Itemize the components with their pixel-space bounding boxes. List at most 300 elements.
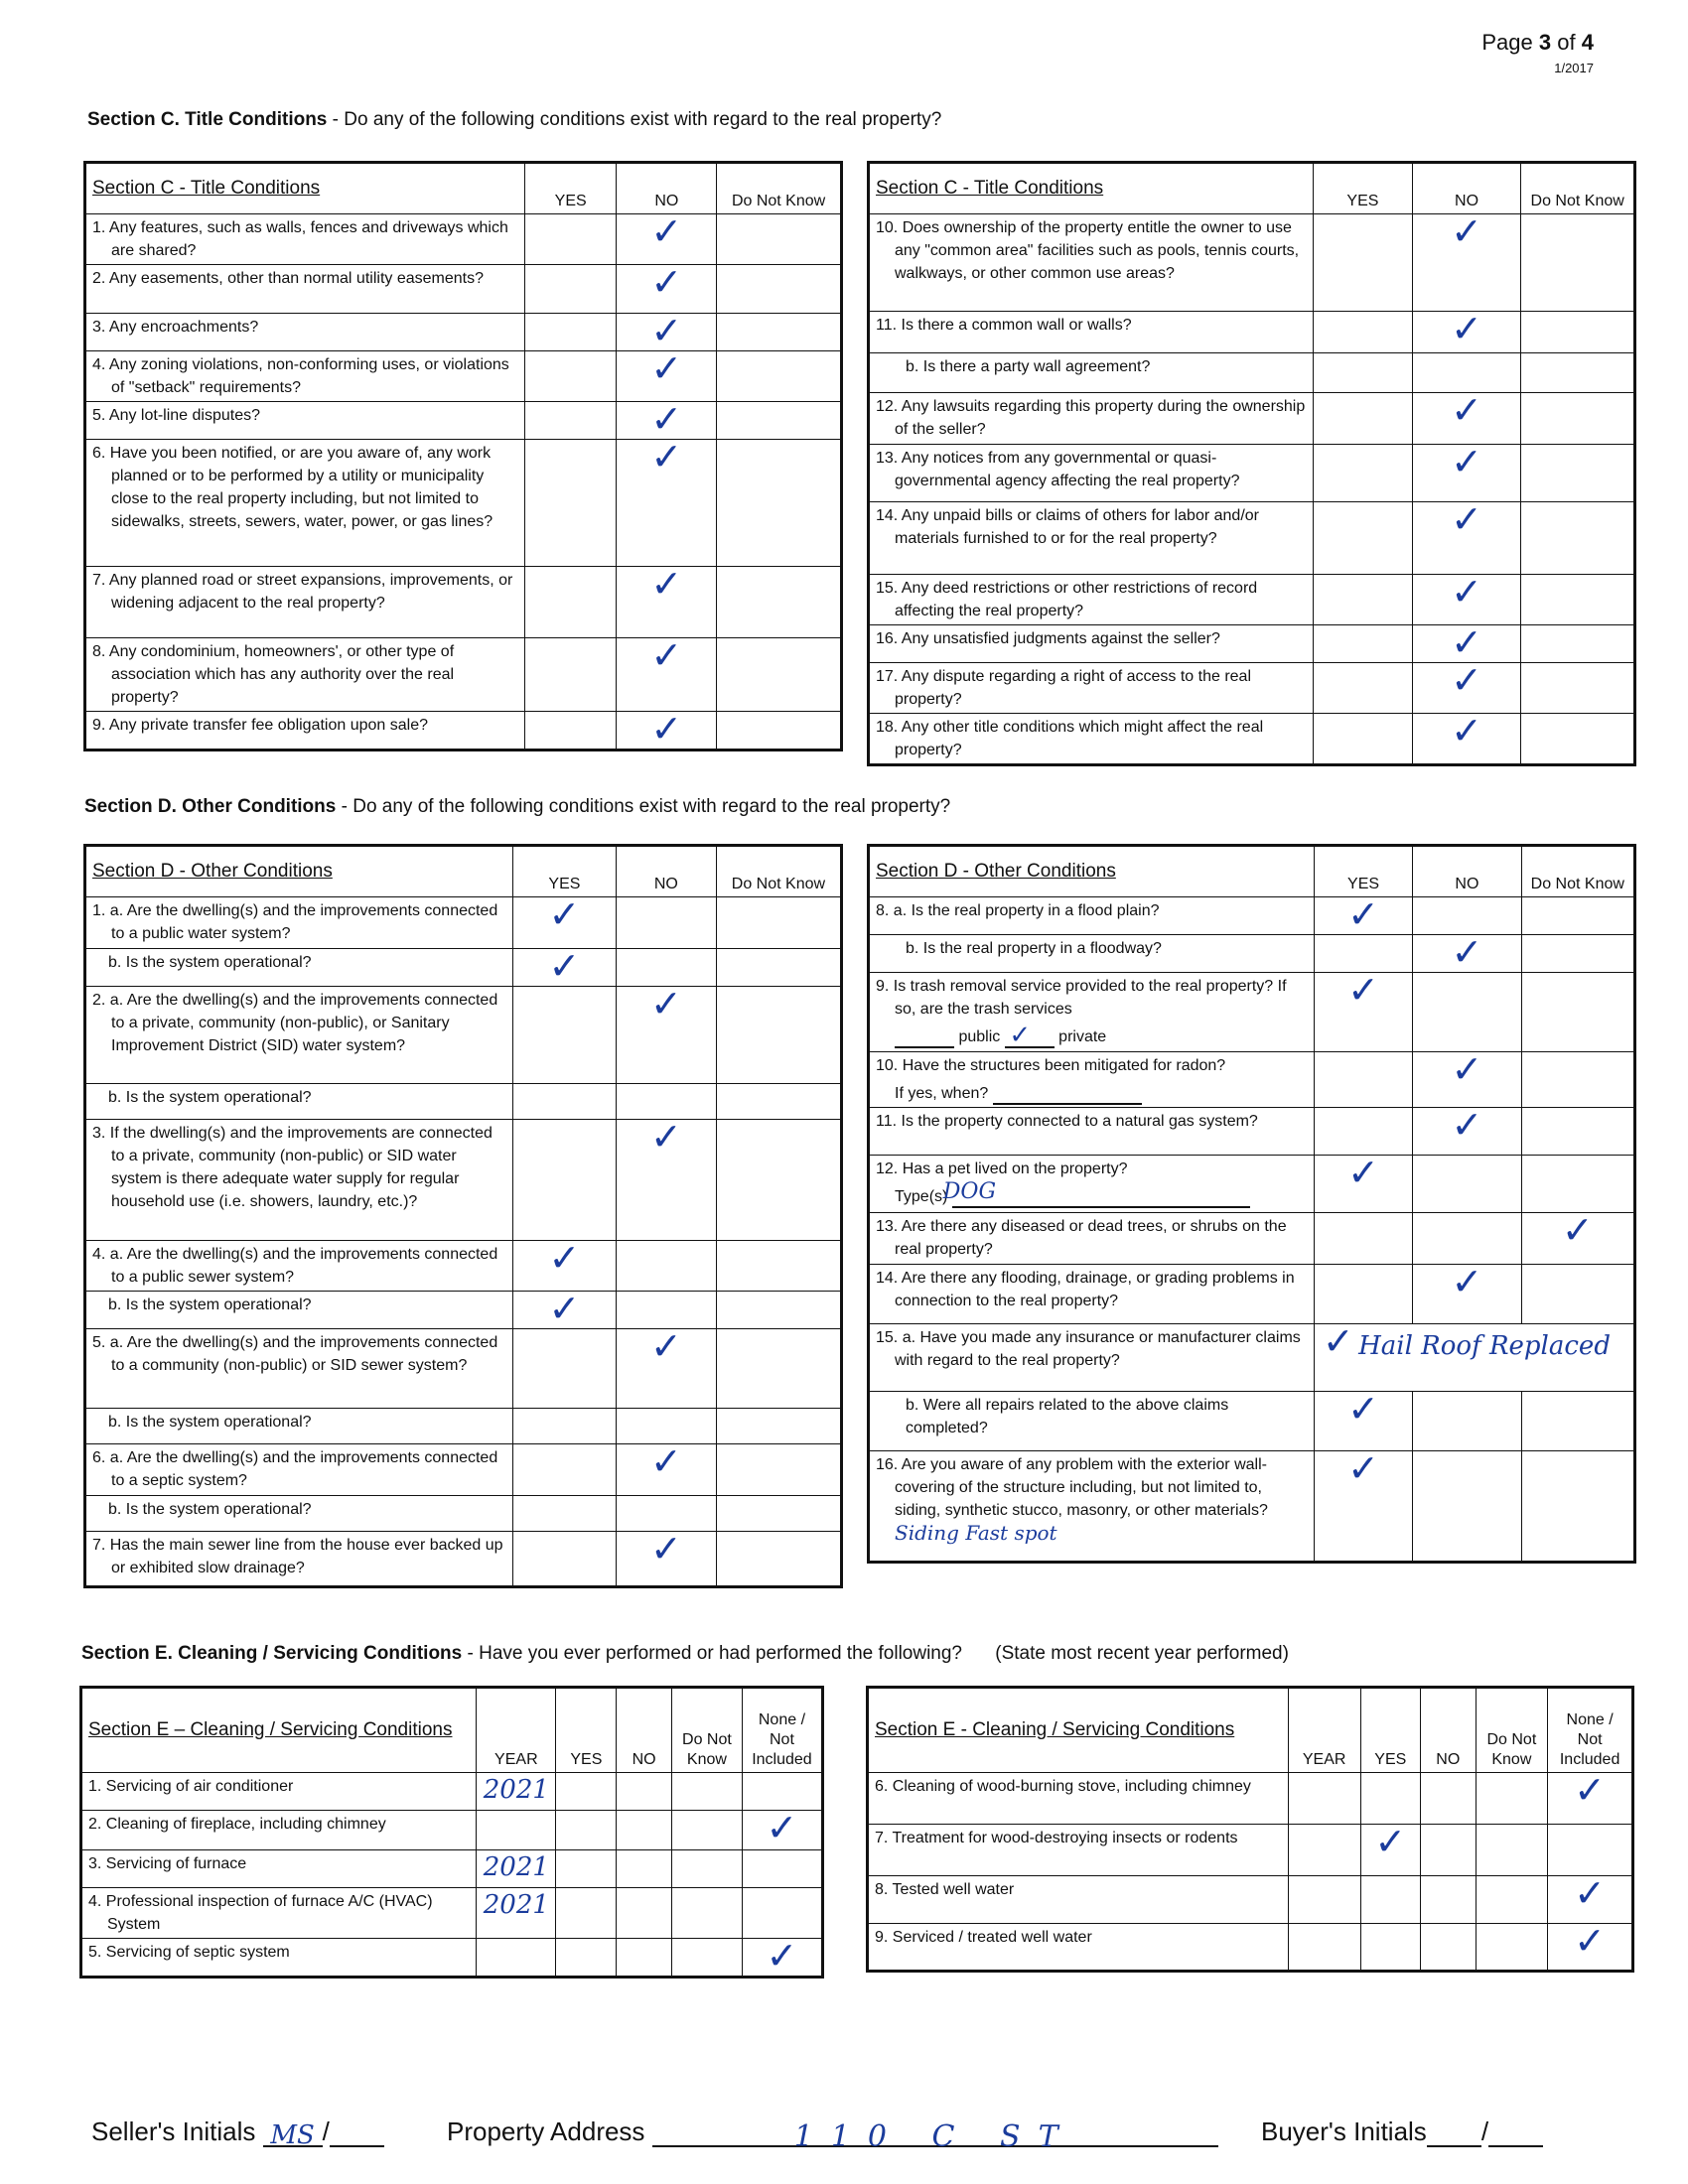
question-e7: 7. Treatment for wood-destroying insects or rodents	[868, 1825, 1289, 1876]
trash-private-blank[interactable]	[1005, 1021, 1055, 1048]
e3-yes[interactable]	[556, 1850, 617, 1888]
check-icon: ✓	[1347, 1151, 1379, 1194]
e8-none[interactable]	[1548, 1871, 1633, 1924]
d16-yes[interactable]	[1314, 1446, 1412, 1563]
c9-dnk[interactable]	[717, 712, 842, 751]
c1-dnk[interactable]	[717, 214, 842, 265]
question-d15b: b. Were all repairs related to the above claims completed?	[869, 1392, 1315, 1451]
question-d2b: b. Is the system operational?	[85, 1084, 513, 1120]
d14-dnk[interactable]	[1521, 1265, 1634, 1324]
d4a-dnk[interactable]	[716, 1241, 841, 1292]
d15b-no[interactable]	[1413, 1392, 1521, 1451]
page-current: 3	[1538, 30, 1552, 55]
seller-initials-value: MS	[270, 2120, 315, 2150]
c7-no[interactable]	[617, 562, 717, 638]
question-e3: 3. Servicing of furnace	[81, 1850, 477, 1888]
c12-no[interactable]	[1412, 388, 1521, 445]
c10-yes[interactable]	[1314, 214, 1413, 312]
question-d9: 9. Is trash removal service provided to the real property? If so, are the trash services public ✓ private	[869, 973, 1315, 1052]
c11b-dnk[interactable]	[1521, 353, 1635, 393]
year-value: 2021	[483, 1852, 549, 1882]
check-icon: ✓	[650, 309, 683, 352]
check-icon: ✓	[1451, 440, 1482, 483]
c4-yes[interactable]	[524, 351, 617, 402]
d2a-dnk[interactable]	[716, 987, 841, 1084]
question-d7: 7. Has the main sewer line from the house ever backed up or exhibited slow drainage?	[85, 1532, 513, 1587]
check-icon: ✓	[1347, 1446, 1379, 1490]
col-no: NO	[616, 846, 716, 897]
e4-none[interactable]	[742, 1888, 822, 1939]
check-icon: ✓	[1347, 968, 1379, 1012]
pet-type-answer: DOG	[942, 1179, 997, 1204]
c8-no[interactable]	[617, 633, 717, 712]
e2-dnk[interactable]	[671, 1811, 742, 1850]
e8-year[interactable]	[1288, 1876, 1360, 1924]
d16-no[interactable]	[1413, 1451, 1521, 1563]
c16-yes[interactable]	[1314, 625, 1413, 663]
d7-yes[interactable]	[512, 1532, 616, 1587]
d5b-yes[interactable]	[512, 1409, 616, 1444]
col-yes: YES	[556, 1688, 617, 1773]
col-no: NO	[617, 163, 717, 214]
question-e5: 5. Servicing of septic system	[81, 1939, 477, 1978]
e6-year[interactable]	[1288, 1773, 1360, 1825]
c6-dnk[interactable]	[717, 440, 842, 567]
c14-no[interactable]	[1412, 497, 1521, 575]
check-icon: ✓	[650, 435, 683, 478]
check-icon: ✓	[548, 944, 581, 988]
check-icon: ✓	[1347, 892, 1379, 936]
e6-none[interactable]	[1548, 1768, 1633, 1825]
seller-initials-field[interactable]	[263, 2119, 323, 2150]
question-c9: 9. Any private transfer fee obligation upon sale?	[85, 712, 525, 751]
seller-initials: Seller's Initials MS /	[91, 2116, 384, 2147]
section-e-title: Section E – Cleaning / Servicing Conditions	[81, 1688, 477, 1773]
e1-yes[interactable]	[556, 1773, 617, 1811]
section-e-left-table	[79, 1686, 824, 1979]
c5-no[interactable]	[617, 397, 717, 441]
d11-yes[interactable]	[1314, 1108, 1412, 1156]
property-address-value: 110 C ST	[793, 2119, 1076, 2154]
check-icon: ✓	[650, 707, 683, 751]
d1b-yes[interactable]	[512, 944, 616, 988]
section-d-right-table	[867, 844, 1636, 1564]
col-yes: YES	[1314, 163, 1413, 214]
check-icon: ✓	[650, 633, 683, 677]
section-c-title-right: Section C - Title Conditions	[869, 163, 1314, 214]
d8a-no[interactable]	[1413, 897, 1521, 935]
d6b-yes[interactable]	[512, 1496, 616, 1532]
d6b-dnk[interactable]	[716, 1496, 841, 1532]
section-e-title-right: Section E - Cleaning / Servicing Conditions	[868, 1688, 1289, 1773]
question-e4: 4. Professional inspection of furnace A/C (HVAC) System	[81, 1888, 477, 1939]
d1a-yes[interactable]	[512, 892, 616, 949]
c4-no[interactable]	[617, 346, 717, 402]
check-icon: ✓	[649, 1439, 682, 1483]
d16-dnk[interactable]	[1521, 1451, 1634, 1563]
e3-no[interactable]	[617, 1850, 672, 1888]
check-icon: ✓	[1451, 709, 1482, 752]
d5a-no[interactable]	[616, 1324, 716, 1409]
d3-no[interactable]	[616, 1115, 716, 1241]
col-no: NO	[1421, 1688, 1477, 1773]
radon-date-blank[interactable]	[993, 1077, 1142, 1105]
d9-no[interactable]	[1413, 973, 1521, 1052]
question-c8: 8. Any condominium, homeowners', or other type of association which has any authority over the real property?	[85, 638, 525, 712]
col-none: None / Not Included	[742, 1688, 822, 1773]
d10-yes[interactable]	[1314, 1052, 1412, 1108]
e7-no[interactable]	[1421, 1825, 1477, 1876]
d14-no[interactable]	[1413, 1260, 1521, 1324]
e7-year[interactable]	[1288, 1825, 1360, 1876]
question-c4: 4. Any zoning violations, non-conforming uses, or violations of "setback" requirements?	[85, 351, 525, 402]
page-number: Page 3 of 4 1/2017	[1481, 30, 1594, 81]
question-d4b: b. Is the system operational?	[85, 1292, 513, 1329]
c15-no[interactable]	[1412, 570, 1521, 625]
check-icon: ✓	[649, 1115, 682, 1159]
e4-no[interactable]	[617, 1888, 672, 1939]
col-yes: YES	[1360, 1688, 1421, 1773]
section-d-left-table	[83, 844, 843, 1588]
d4a-yes[interactable]	[512, 1236, 616, 1292]
e3-dnk[interactable]	[671, 1850, 742, 1888]
d5b-dnk[interactable]	[716, 1409, 841, 1444]
col-do-not-know: Do Not Know	[716, 846, 841, 897]
question-d11: 11. Is the property connected to a natural gas system?	[869, 1108, 1315, 1156]
c17-no[interactable]	[1412, 658, 1521, 714]
question-d16: 16. Are you aware of any problem with the exterior wall-covering of the structure including, but not limited to, siding, synthetic stucco, masonry, or other materials? Siding Fast spot	[869, 1451, 1315, 1563]
check-icon: ✓	[766, 1934, 798, 1978]
d6a-no[interactable]	[616, 1439, 716, 1496]
c13-dnk[interactable]	[1521, 445, 1635, 502]
check-icon: ✓	[1451, 307, 1482, 350]
check-icon: ✓	[649, 1527, 682, 1570]
c6-no[interactable]	[617, 435, 717, 567]
check-icon: ✓	[1374, 1820, 1407, 1863]
e7-none[interactable]	[1548, 1825, 1633, 1876]
e8-no[interactable]	[1421, 1876, 1477, 1924]
check-icon: ✓	[548, 892, 581, 936]
section-c-heading: Section C. Title Conditions - Do any of the following conditions exist with regard to the real property?	[87, 109, 942, 130]
check-icon: ✓	[649, 1324, 682, 1368]
d5a-dnk[interactable]	[716, 1329, 841, 1409]
e3-year[interactable]	[477, 1850, 556, 1888]
question-c11b: b. Is there a party wall agreement?	[869, 353, 1314, 393]
question-c3: 3. Any encroachments?	[85, 314, 525, 351]
c11-yes[interactable]	[1314, 312, 1413, 353]
question-c1: 1. Any features, such as walls, fences and driveways which are shared?	[85, 214, 525, 265]
c10-dnk[interactable]	[1521, 214, 1635, 312]
c2-yes[interactable]	[524, 265, 617, 314]
d14-yes[interactable]	[1314, 1265, 1412, 1324]
c14-yes[interactable]	[1314, 502, 1413, 575]
check-icon: ✓	[1451, 209, 1482, 253]
d6a-dnk[interactable]	[716, 1444, 841, 1496]
e5-no[interactable]	[617, 1939, 672, 1978]
c13-yes[interactable]	[1314, 445, 1413, 502]
question-c17: 17. Any dispute regarding a right of access to the real property?	[869, 663, 1314, 714]
e1-none[interactable]	[742, 1773, 822, 1811]
c5-yes[interactable]	[524, 402, 617, 440]
e9-yes[interactable]	[1360, 1924, 1421, 1972]
e9-year[interactable]	[1288, 1924, 1360, 1972]
c15-yes[interactable]	[1314, 575, 1413, 625]
e5-yes[interactable]	[556, 1939, 617, 1978]
d4b-dnk[interactable]	[716, 1292, 841, 1329]
c11b-yes[interactable]	[1314, 353, 1413, 393]
buyer-initials-field[interactable]	[1427, 2119, 1481, 2147]
d12-yes[interactable]	[1314, 1151, 1412, 1213]
d4a-no[interactable]	[616, 1241, 716, 1292]
col-no: NO	[1412, 163, 1521, 214]
d7-dnk[interactable]	[716, 1532, 841, 1587]
col-do-not-know: Do Not Know	[717, 163, 842, 214]
e1-year[interactable]	[477, 1773, 556, 1811]
question-d13: 13. Are there any diseased or dead trees, or shrubs on the real property?	[869, 1213, 1315, 1265]
c12-dnk[interactable]	[1521, 393, 1635, 445]
e4-year[interactable]	[477, 1888, 556, 1939]
page-total: 4	[1581, 30, 1594, 55]
d1b-dnk[interactable]	[716, 949, 841, 987]
col-none: None / Not Included	[1548, 1688, 1633, 1773]
e4-yes[interactable]	[556, 1888, 617, 1939]
question-c12: 12. Any lawsuits regarding this property during the ownership of the seller?	[869, 393, 1314, 445]
question-d3: 3. If the dwelling(s) and the improvements are connected to a private, community (non-public) or SID water system is there adequate water supply for regular household use (i.e. showers, laundry, etc.)?	[85, 1120, 513, 1241]
c16-dnk[interactable]	[1521, 625, 1635, 663]
question-c2: 2. Any easements, other than normal utility easements?	[85, 265, 525, 314]
c16-no[interactable]	[1412, 620, 1521, 664]
d1a-dnk[interactable]	[716, 897, 841, 949]
d2a-no[interactable]	[616, 982, 716, 1084]
d15b-dnk[interactable]	[1521, 1392, 1634, 1451]
question-d6a: 6. a. Are the dwelling(s) and the improvements connected to a septic system?	[85, 1444, 513, 1496]
c2-no[interactable]	[617, 260, 717, 314]
d1b-no[interactable]	[616, 949, 716, 987]
c6-yes[interactable]	[524, 440, 617, 567]
c12-yes[interactable]	[1314, 393, 1413, 445]
c18-no[interactable]	[1412, 709, 1521, 765]
d4b-yes[interactable]	[512, 1287, 616, 1330]
check-icon: ✓	[1347, 1387, 1379, 1431]
question-d8b: b. Is the real property in a floodway?	[869, 935, 1315, 973]
e1-dnk[interactable]	[671, 1773, 742, 1811]
c10-no[interactable]	[1412, 209, 1521, 312]
c8-dnk[interactable]	[717, 638, 842, 712]
question-d8a: 8. a. Is the real property in a flood plain?	[869, 897, 1315, 935]
check-icon: ✓	[766, 1806, 798, 1849]
e7-yes[interactable]	[1360, 1820, 1421, 1876]
d6a-yes[interactable]	[512, 1444, 616, 1496]
question-d15a: 15. a. Have you made any insurance or manufacturer claims with regard to the real property?	[869, 1324, 1315, 1392]
check-icon: ✓	[1574, 1919, 1607, 1963]
col-year: YEAR	[477, 1688, 556, 1773]
c17-dnk[interactable]	[1521, 663, 1635, 714]
question-d12: 12. Has a pet lived on the property? Type(s) DOG	[869, 1156, 1315, 1213]
e8-dnk[interactable]	[1476, 1876, 1548, 1924]
section-e-heading: Section E. Cleaning / Servicing Conditions - Have you ever performed or had performed the following? (State most recent year performed)	[81, 1643, 1289, 1664]
d10-no[interactable]	[1413, 1047, 1521, 1108]
claims-note: Hail Roof Replaced	[1358, 1331, 1611, 1361]
d13-no[interactable]	[1413, 1213, 1521, 1265]
check-icon: ✓	[1451, 497, 1482, 541]
check-icon: ✓	[1451, 620, 1482, 664]
c3-dnk[interactable]	[717, 314, 842, 351]
c4-dnk[interactable]	[717, 351, 842, 402]
question-c10: 10. Does ownership of the property entitle the owner to use any "common area" facilities such as pools, tennis courts, walkways, or other common use areas?	[869, 214, 1314, 312]
c5-dnk[interactable]	[717, 402, 842, 440]
c18-dnk[interactable]	[1521, 714, 1635, 765]
d1a-no[interactable]	[616, 897, 716, 949]
question-c7: 7. Any planned road or street expansions, improvements, or widening adjacent to the real property?	[85, 567, 525, 638]
d11-dnk[interactable]	[1521, 1108, 1634, 1156]
d9-dnk[interactable]	[1521, 973, 1634, 1052]
check-icon: ✓	[1574, 1871, 1607, 1915]
c1-yes[interactable]	[524, 214, 617, 265]
question-d2a: 2. a. Are the dwelling(s) and the improvements connected to a private, community (non-public), or Sanitary Improvement District (SID) water system?	[85, 987, 513, 1084]
pet-type-field[interactable]	[942, 1179, 1250, 1208]
d2a-yes[interactable]	[512, 987, 616, 1084]
c9-no[interactable]	[617, 707, 717, 751]
e8-yes[interactable]	[1360, 1876, 1421, 1924]
check-icon: ✓	[1451, 570, 1482, 614]
d15a-answer[interactable]	[1314, 1319, 1634, 1392]
question-d5b: b. Is the system operational?	[85, 1409, 513, 1444]
question-e1: 1. Servicing of air conditioner	[81, 1773, 477, 1811]
d8b-yes[interactable]	[1314, 935, 1412, 973]
c1-no[interactable]	[617, 209, 717, 265]
col-yes: YES	[524, 163, 617, 214]
section-c-right-table	[867, 161, 1636, 766]
e2-year[interactable]	[477, 1811, 556, 1850]
c3-no[interactable]	[617, 309, 717, 352]
c2-dnk[interactable]	[717, 265, 842, 314]
e4-dnk[interactable]	[671, 1888, 742, 1939]
d12-dnk[interactable]	[1521, 1156, 1634, 1213]
c18-yes[interactable]	[1314, 714, 1413, 765]
d12-no[interactable]	[1413, 1156, 1521, 1213]
question-c11: 11. Is there a common wall or walls?	[869, 312, 1314, 353]
e5-year[interactable]	[477, 1939, 556, 1978]
question-c13: 13. Any notices from any governmental or quasi-governmental agency affecting the real property?	[869, 445, 1314, 502]
check-icon: ✓	[1451, 1103, 1483, 1147]
c7-yes[interactable]	[524, 567, 617, 638]
form-revision: 1/2017	[1554, 61, 1594, 75]
c14-dnk[interactable]	[1521, 502, 1635, 575]
question-c15: 15. Any deed restrictions or other restrictions of record affecting the real property?	[869, 575, 1314, 625]
d8b-no[interactable]	[1413, 930, 1521, 974]
check-icon: ✓	[650, 209, 683, 253]
e9-dnk[interactable]	[1476, 1924, 1548, 1972]
d13-dnk[interactable]	[1521, 1208, 1634, 1265]
d8a-dnk[interactable]	[1521, 897, 1634, 935]
c11-no[interactable]	[1412, 307, 1521, 353]
section-d-title: Section D - Other Conditions	[85, 846, 513, 897]
d3-yes[interactable]	[512, 1120, 616, 1241]
d4b-no[interactable]	[616, 1292, 716, 1329]
wall-covering-note: Siding Fast spot	[895, 1521, 1057, 1545]
e6-no[interactable]	[1421, 1773, 1477, 1825]
d2b-dnk[interactable]	[716, 1084, 841, 1120]
check-icon: ✓	[650, 397, 683, 441]
question-d4a: 4. a. Are the dwelling(s) and the improvements connected to a public sewer system?	[85, 1241, 513, 1292]
c17-yes[interactable]	[1314, 663, 1413, 714]
d13-yes[interactable]	[1314, 1213, 1412, 1265]
year-value: 2021	[483, 1890, 549, 1920]
check-icon: ✓	[649, 982, 682, 1025]
e2-none[interactable]	[742, 1806, 822, 1850]
check-icon: ✓	[1451, 658, 1482, 702]
e6-yes[interactable]	[1360, 1773, 1421, 1825]
d7-no[interactable]	[616, 1527, 716, 1587]
question-e8: 8. Tested well water	[868, 1876, 1289, 1924]
check-icon: ✓	[1574, 1768, 1607, 1812]
e2-no[interactable]	[617, 1811, 672, 1850]
d11-no[interactable]	[1413, 1103, 1521, 1156]
e2-yes[interactable]	[556, 1811, 617, 1850]
c3-yes[interactable]	[524, 314, 617, 351]
e9-none[interactable]	[1548, 1919, 1633, 1972]
e9-no[interactable]	[1421, 1924, 1477, 1972]
c9-yes[interactable]	[524, 712, 617, 751]
c11b-no[interactable]	[1412, 353, 1521, 393]
d8b-dnk[interactable]	[1521, 935, 1634, 973]
d15b-yes[interactable]	[1314, 1387, 1412, 1451]
d2b-yes[interactable]	[512, 1084, 616, 1120]
check-icon: ✓	[1451, 1260, 1483, 1303]
check-icon: ✓	[650, 562, 683, 606]
question-e6: 6. Cleaning of wood-burning stove, including chimney	[868, 1773, 1289, 1825]
col-yes: YES	[512, 846, 616, 897]
c8-yes[interactable]	[524, 638, 617, 712]
check-icon: ✓	[1451, 388, 1482, 432]
d5a-yes[interactable]	[512, 1329, 616, 1409]
col-do-not-know: Do Not Know	[1521, 846, 1634, 897]
question-c16: 16. Any unsatisfied judgments against the seller?	[869, 625, 1314, 663]
buyer-initials-field-2[interactable]	[1488, 2119, 1543, 2147]
e6-dnk[interactable]	[1476, 1773, 1548, 1825]
c13-no[interactable]	[1412, 440, 1521, 502]
c7-dnk[interactable]	[717, 567, 842, 638]
trash-public-blank[interactable]	[895, 1021, 954, 1048]
col-do-not-know: Do Not Know	[1521, 163, 1635, 214]
question-d1a: 1. a. Are the dwelling(s) and the improvements connected to a public water system?	[85, 897, 513, 949]
section-d-title-right: Section D - Other Conditions	[869, 846, 1315, 897]
check-icon: ✓	[548, 1287, 581, 1330]
check-icon: ✓	[650, 260, 683, 304]
e5-none[interactable]	[742, 1934, 822, 1978]
d9-yes[interactable]	[1314, 968, 1412, 1052]
e1-no[interactable]	[617, 1773, 672, 1811]
question-c5: 5. Any lot-line disputes?	[85, 402, 525, 440]
col-no: NO	[1413, 846, 1521, 897]
question-c6: 6. Have you been notified, or are you aware of, any work planned or to be performed by a utility or municipality close to the real property including, but not limited to sidewalks, streets, sewers, water, power, or gas lines?	[85, 440, 525, 567]
c15-dnk[interactable]	[1521, 575, 1635, 625]
check-icon: ✓	[1322, 1319, 1354, 1363]
e7-dnk[interactable]	[1476, 1825, 1548, 1876]
c11-dnk[interactable]	[1521, 312, 1635, 353]
d8a-yes[interactable]	[1314, 892, 1412, 936]
seller-initials-field-2[interactable]	[330, 2119, 384, 2147]
col-do-not-know: Do Not Know	[1476, 1688, 1548, 1773]
d10-dnk[interactable]	[1521, 1052, 1634, 1108]
e3-none[interactable]	[742, 1850, 822, 1888]
e5-dnk[interactable]	[671, 1939, 742, 1978]
section-e-right-table	[866, 1686, 1634, 1973]
d3-dnk[interactable]	[716, 1120, 841, 1241]
check-icon: ✓	[1451, 930, 1483, 974]
col-do-not-know: Do Not Know	[671, 1688, 742, 1773]
check-icon: ✓	[1451, 1047, 1483, 1091]
